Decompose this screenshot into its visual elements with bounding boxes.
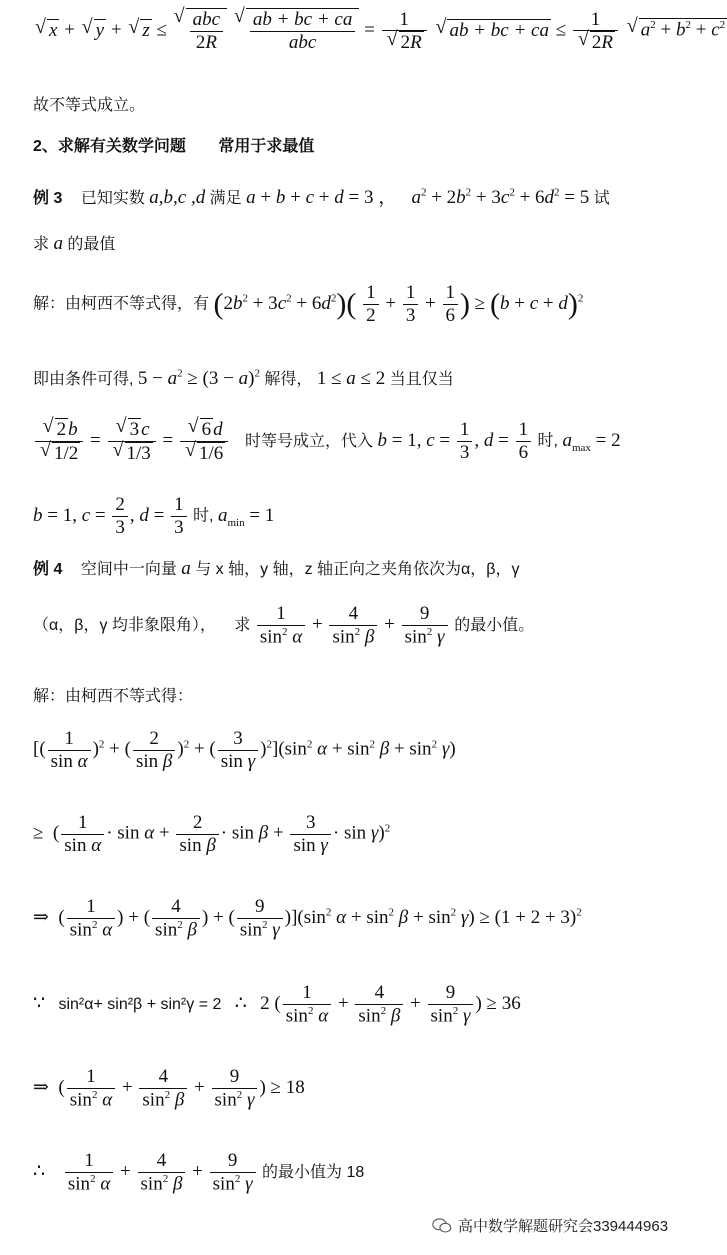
solution-3-text: 解：由柯西不等式得，有 [33, 295, 210, 313]
watermark-text: 高中数学解题研究会339444963 [458, 1218, 669, 1235]
example-4-text-d: 求 [234, 616, 251, 634]
example-4-line-2: （α，β，γ 均非象限角）， 求 $\frac{1}{\sin^2 \alpha}$ + $\frac{4}{\sin^2 \beta}$ + $\frac{9}{\sin^2 \gamma}$ 的最小值。 [33, 603, 535, 648]
wechat-icon [432, 1217, 452, 1235]
example-4-text-b: 与 x 轴，y 轴，z 轴正向之夹角依次为α，β，γ [195, 561, 520, 578]
example-3-text-e: 的最值 [67, 236, 116, 253]
condition-text-a: 即由条件可得, [33, 371, 134, 388]
because-line: ∵ sin²α+ sin²β + sin²γ = 2 ∴ 2 ( $\frac{1}{\sin^2 \alpha}$ + $\frac{4}{\sin^2 \beta}$ + $\frac{9}{\sin^2 \gamma}$ ) ≥ 36 [33, 982, 521, 1027]
because-text: sin²α+ sin²β + sin²γ = 2 [58, 995, 222, 1013]
section-2-title: 2、求解有关数学问题 [33, 138, 186, 155]
example-3-text-b: 满足 [209, 190, 242, 207]
final-line: ∴ $\frac{1}{\sin^2 \alpha}$ + $\frac{4}{\sin^2 \beta}$ + $\frac{9}{\sin^2 \gamma}$ 的最小值为 18 [33, 1150, 365, 1195]
watermark [432, 1215, 668, 1236]
example-3-line-2: 求 a 的最值 [33, 233, 116, 254]
example-4-text-c: （α，β，γ 均非象限角）， [33, 616, 216, 634]
cauchy-line-1: [( $\frac{1}{\text{sin α}}$ )$^2$ + ( $\frac{2}{\text{sin β}}$ )$^2$ + ( $\frac{3}{\text{sin γ}}$ )$^2](\sin^2$ $\alpha + \sin^2 \beta + \sin^2 \gamma$) [33, 728, 456, 772]
example-4-line-1: 例 4 空间中一向量 a 与 x 轴，y 轴，z 轴正向之夹角依次为α，β，γ [33, 558, 520, 579]
cauchy-line-3: ⇒ ( $\frac{1}{\sin^2 \alpha}$ ) + ( $\frac{4}{\sin^2 \beta}$ ) + ( $\frac{9}{\sin^2 \gamma}$ )]($\sin^2$ $\alpha + \sin^2 \beta + \sin^2 \gamma) \ge (1 + 2 + 3)^2$ [33, 896, 582, 941]
solution-4-text: 解：由柯西不等式得： [33, 688, 194, 705]
equality-line: √ 2 b √ 1/2 = √ 3 c √ 1/3 = √ 6 d √ 1/6 时等号成立，代入 b = 1, c = $\frac{1}{3}$ , d = $\frac{1}{6}$ 时, $a_{max} = 2$ [33, 418, 621, 465]
condition-text-b: 解得， [264, 371, 313, 388]
example-3-label: 例 3 [33, 190, 63, 207]
example-3-text-c: 试 [593, 190, 610, 207]
equality-text-b: 时, [537, 432, 558, 450]
section-2-subtitle: 常用于求最值 [218, 138, 315, 155]
example-4-text-e: 的最小值。 [454, 616, 535, 634]
condition-text-c: 当且仅当 [389, 371, 454, 388]
solution-3-line: 解：由柯西不等式得，有 $(2b^2 + 3c^2 + 6d^2)$( $\frac{1}{2}$ + $\frac{1}{3}$ + $\frac{1}{6}$ ) ≥ $(b + c + d)^2$ [33, 282, 584, 326]
example-3-text-d: 求 [33, 236, 50, 253]
cauchy-line-2: ≥ ( $\frac{1}{\text{sin α}}$ · sin α + $\frac{2}{\text{sin β}}$ · sin β + $\frac{3}{\text{sin γ}}$ · sin γ)$^2$ [33, 812, 391, 856]
min-line: b = 1, c = $\frac{2}{3}$ , d = $\frac{1}{3}$ 时, $a_{min} = 1$ [33, 494, 275, 538]
example-4-label: 例 4 [33, 561, 63, 578]
section-2-heading [33, 133, 314, 156]
example-4-text-a: 空间中一向量 [80, 561, 177, 578]
equality-text-a: 时等号成立，代入 [245, 432, 374, 450]
example-3-line-1: 例 3 已知实数 a,b,c ,d 满足 a + b + c + d = 3 ， $a^2 + 2b^2 + 3c^2 + 6d^2 = 5$ 试 [33, 186, 610, 208]
inequality-line-1: √ x + √ y + √ z ≤ √ $\frac{\text{abc}}{2R}$ √ $\frac{ab + bc + ca}{\text{abc}}$ = 1 √ 2R √ ab + bc + ca ≤ 1 √ 2R √ $a^2 + b^2 + c^2$ [33, 8, 727, 54]
final-text: 的最小值为 18 [262, 1163, 365, 1181]
condition-line: 即由条件可得, $5 - a^2 \ge (3 - a)^2$ 解得， 1 ≤ a ≤ 2 当且仅当 [33, 367, 454, 389]
conclusion-text: 故不等式成立。 [33, 97, 146, 114]
min-text: 时, [193, 507, 214, 525]
example-3-text-a: 已知实数 [80, 190, 145, 207]
result-line: ⇒ ( $\frac{1}{\sin^2 \alpha}$ + $\frac{4}{\sin^2 \beta}$ + $\frac{9}{\sin^2 \gamma}$ ) ≥ 18 [33, 1066, 305, 1111]
